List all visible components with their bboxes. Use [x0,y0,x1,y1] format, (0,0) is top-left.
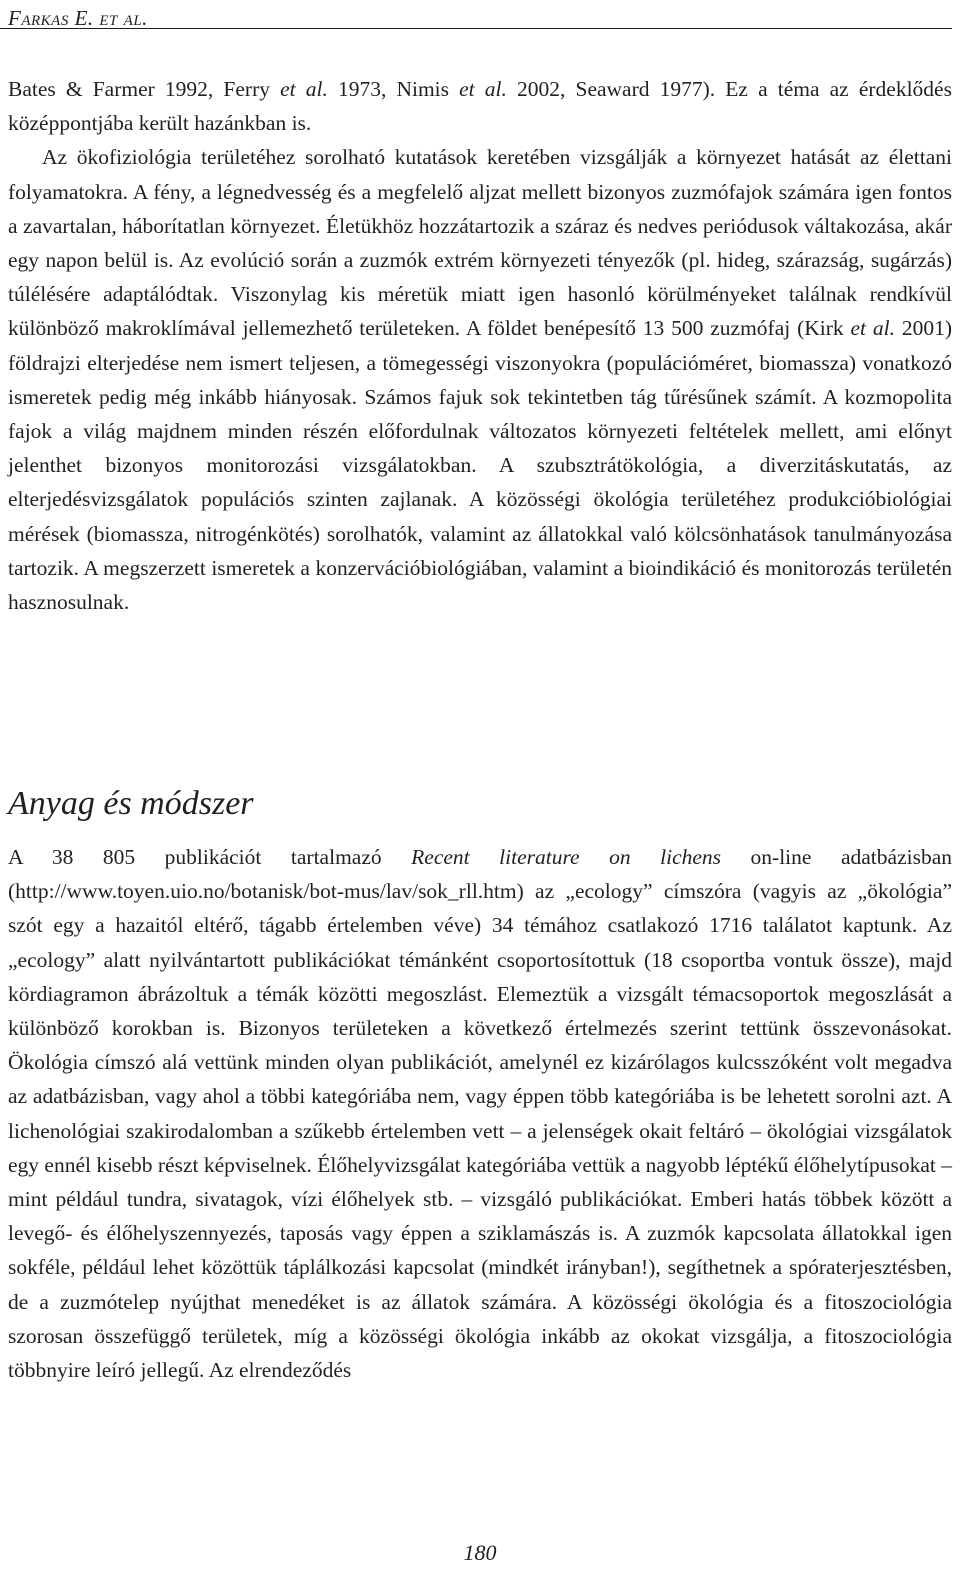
intro-etal-2: et al. [459,77,507,101]
eco-etal: et al. [850,316,895,341]
eco-text-1: Az ökofiziológia területéhez sorolható kutatások keretében vizsgálják a környezet hatását az élettani folyamatokra. A fény, a légnedvesség és a megfelelő aljzat mellett bizonyos zuzmófajok számára igen fontos a zavartalan, háborítatlan környezet. Életükhöz hozzátartozik a száraz és nedves periódusok váltakozása, akár egy napon belül is. Az evolúció során a zuzmók extrém környezeti tényezők (pl. hideg, szárazság, sugárzás) túlélésére adaptálódtak. Viszonylag kis méretük miatt igen hasonló körülményeket találnak rendkívül különböző makroklímával jellemezhető területeken. A földet benépesítő 13 500 zuzmófaj (Kirk [8,145,952,341]
running-head: Farkas E. et al. [8,6,148,30]
intro-etal-1: et al. [280,77,328,101]
intro-paragraph [8,72,952,140]
ecophysiology-paragraph [8,140,952,619]
methods-text-2: on-line adatbázisban (http://www.toyen.uio.no/botanisk/bot-mus/lav/sok_rll.htm) az „ecology” címszóra (vagyis az „ökológia” szót egy a hazaitól eltérő, tágabb értelemben véve) 34 témához csatlakozó 1716 találatot kaptunk. Az „ecology” alatt nyilvántartott publikációkat témánként csoportosítottuk (18 csoportba vontuk össze), majd kördiagramon ábrázoltuk a témák közötti megoszlást. Elemeztük a vizsgált témacsoportok megoszlását a különböző korokban is. Bizonyos területeken a következő értelmezés szerint tettünk összevonásokat. Ökológia címszó alá vettünk minden olyan publikációt, amelynél ez kizárólagos kulcsszóként volt megadva az adatbázisban, vagy ahol a többi kategóriába nem, vagy éppen több kategóriába is be lehetett sorolni azt. A lichenológiai szakirodalomban a szűkebb értelemben vett – a jelenségek okait feltáró – ökológiai vizsgálatok egy ennél kisebb részt képviselnek. Élőhelyvizsgálat kategóriába vettük a nagyobb léptékű élőhelytípusokat – mint például tundra, sivatagok, vízi élőhelyek stb. – vizsgáló publikációkat. Emberi hatás többek között a levegő- és élőhelyszennyezés, taposás vagy éppen a sziklamászás is. A zuzmók kapcsolata állatokkal igen sokféle, például lehet közöttük táplálkozási kapcsolat (mindkét irányban!), segíthetnek a spóraterjesztésben, de a zuzmótelep nyújthat menedéket is az állatok számára. A közösségi ökológia és a fitoszociológia szorosan összefüggő területek, míg a közösségi ökológia inkább az okokat vizsgálja, a fitoszociológia többnyire leíró jellegű. Az elrendeződés [8,845,952,1383]
methods-database-title: Recent literature on lichens [411,845,722,869]
methods-paragraph [8,840,952,1387]
section-heading: Anyag és módszer [8,785,254,822]
body-text-top [8,72,952,619]
page-number: 180 [463,1540,497,1565]
intro-text-3: 2002, Seaward 1977). Ez a téma az érdeklődés középpontjába került hazánkban is. [8,77,952,136]
eco-text-2: 2001) földrajzi elterjedése nem ismert teljesen, a tömegességi viszonyokra (populációméret, biomassza) vonatkozó ismeretek pedig még inkább hiányosak. Számos fajuk sok tekintetben tág tűrésűnek számít. A kozmopolita fajok a világ majdnem minden részén előfordulnak változatos környezeti feltételek mellett, ami előnyt jelenthet bizonyos monitorozási vizsgálatokban. A szubsztrátökológia, a diverzitáskutatás, az elterjedésvizsgálatok populációs szinten zajlanak. A közösségi ökológia területéhez produkcióbiológiai mérések (biomassza, nitrogénkötés) sorolhatók, valamint az állatokkal való kölcsönhatások tanulmányozása tartozik. A megszerzett ismeretek a konzervációbiológiában, valamint a bioindikáció és monitorozás területén hasznosulnak. [8,316,952,615]
intro-text-2: 1973, Nimis [327,77,460,101]
methods-text-1: A 38 805 publikációt tartalmazó [8,845,412,869]
intro-text-1: Bates & Farmer 1992, Ferry [8,77,281,101]
body-text-methods [8,840,952,1387]
header-rule [0,28,952,29]
